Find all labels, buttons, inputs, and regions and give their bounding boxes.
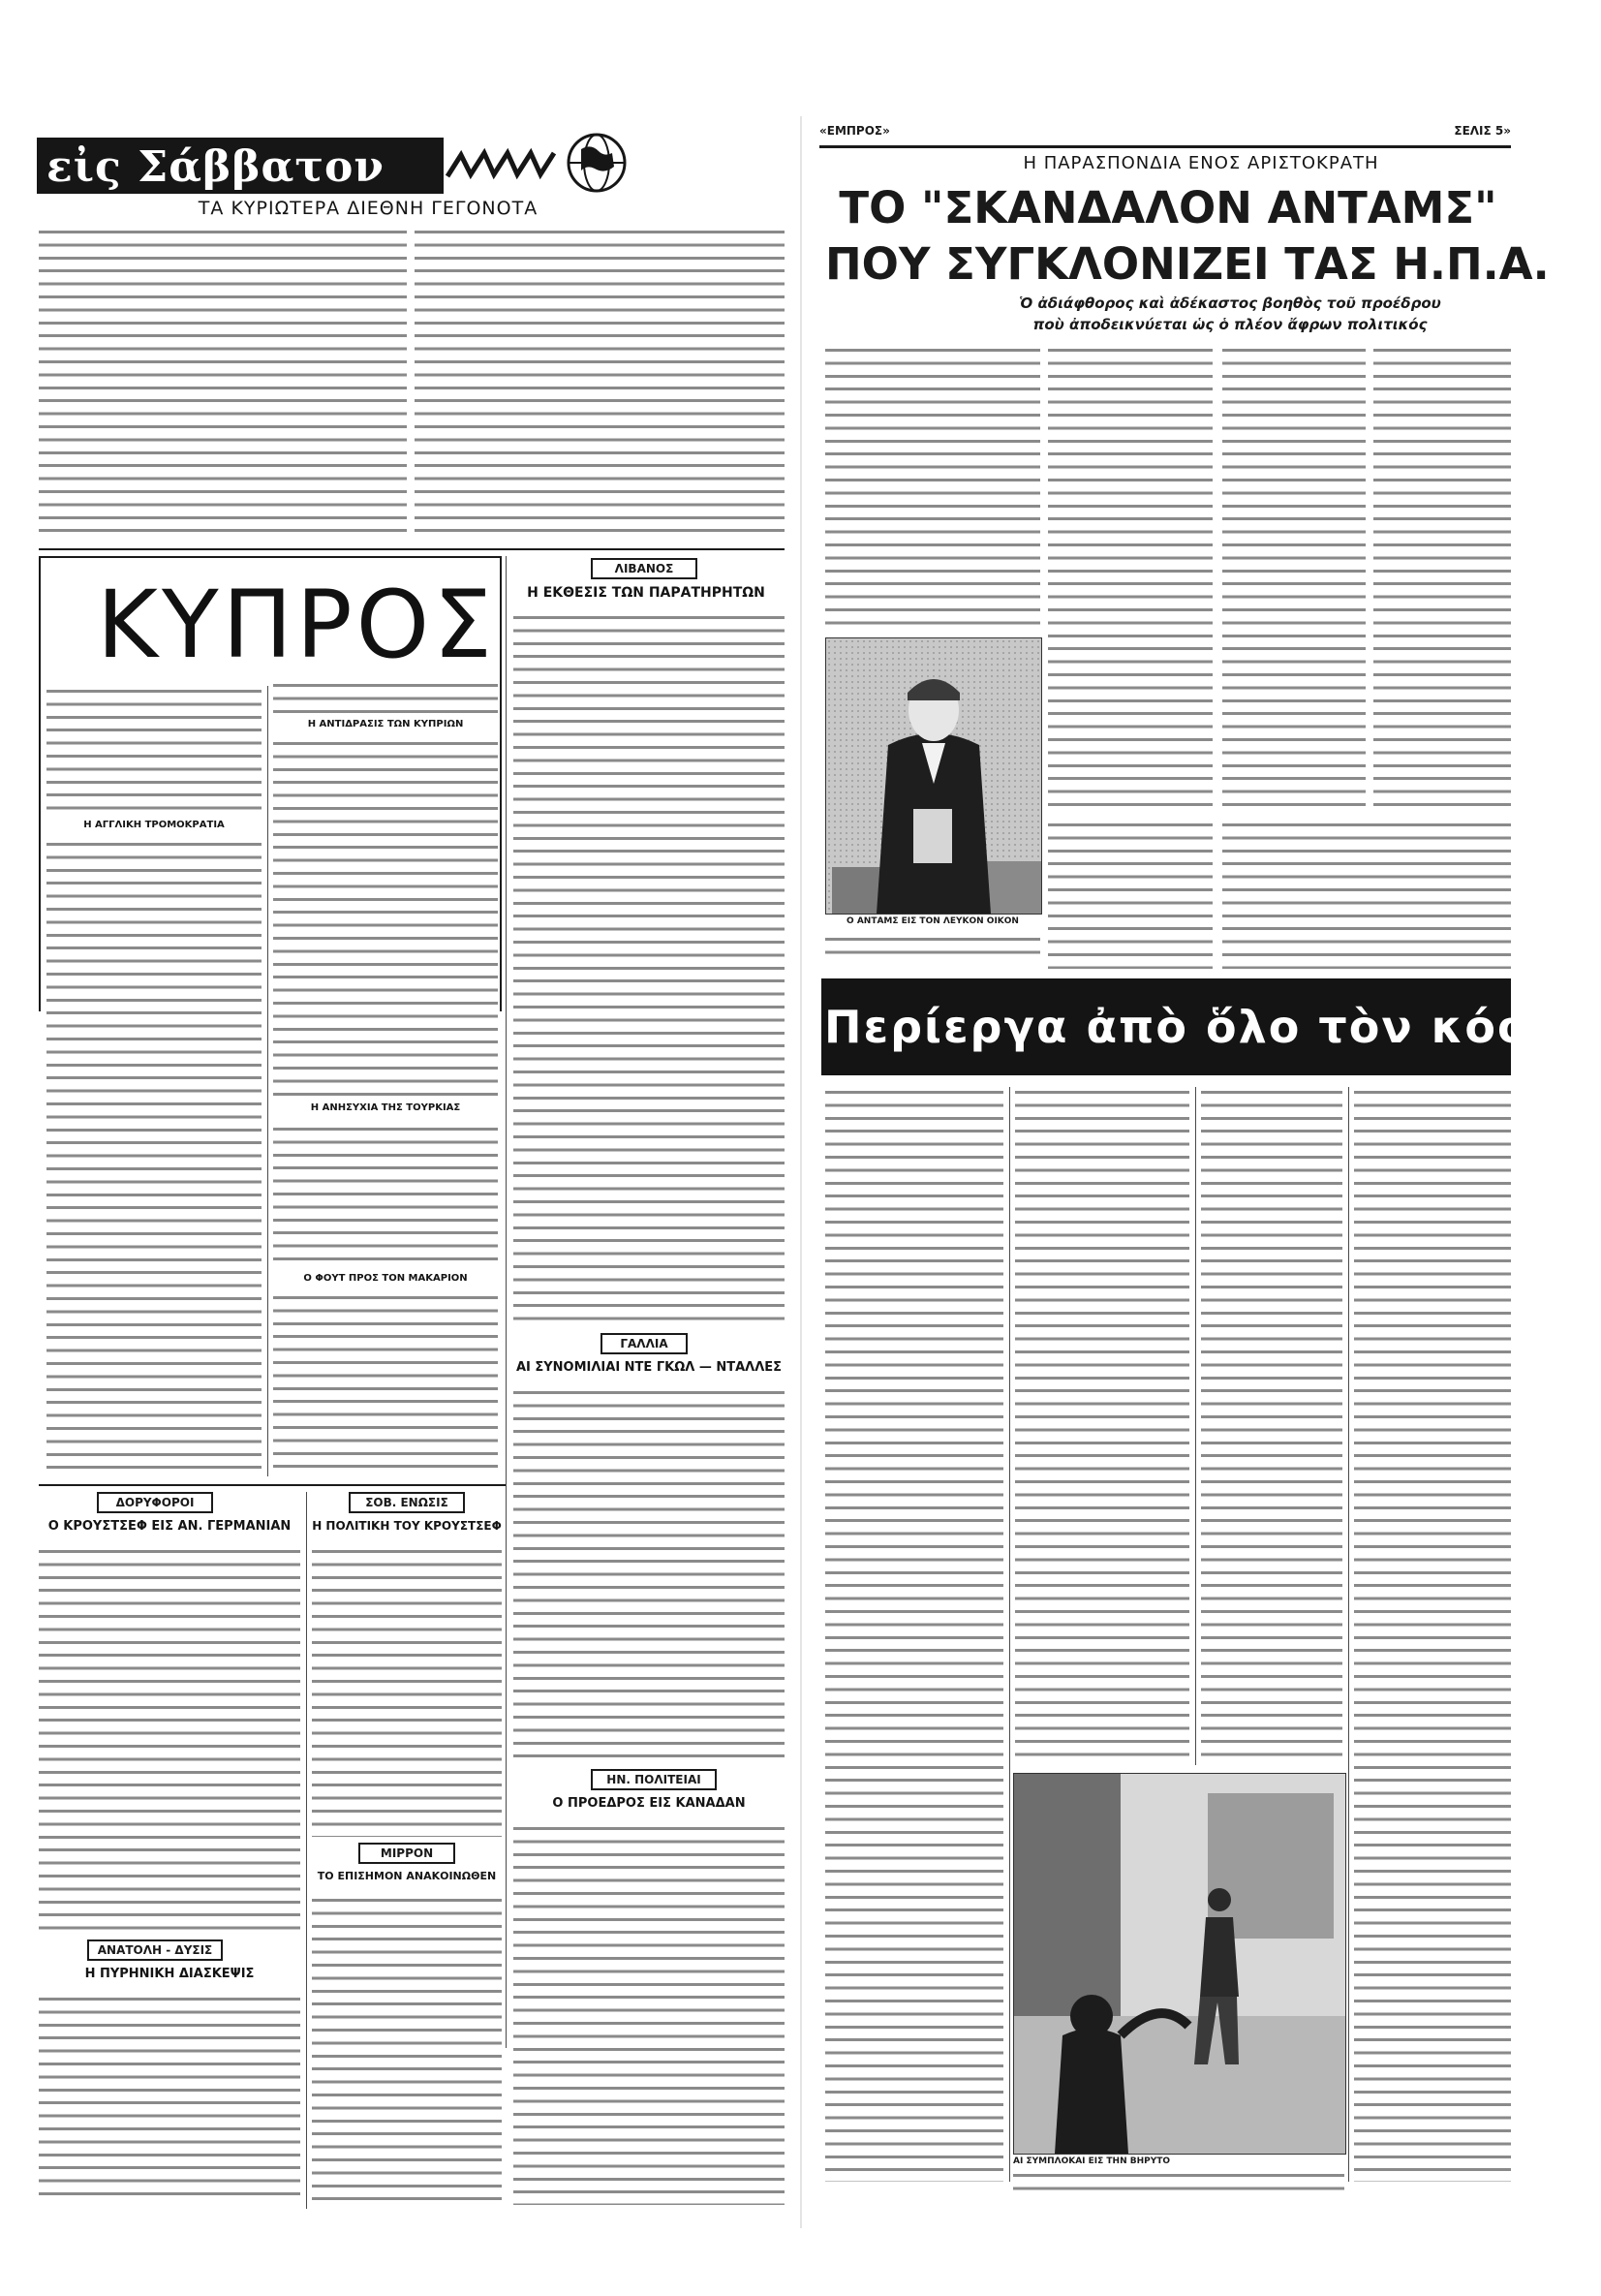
feature-kicker: Η ΠΑΡΑΣΠΟΝΔΙΑ ΕΝΟΣ ΑΡΙΣΤΟΚΡΑΤΗ [1023,153,1379,173]
feature-column-2 [1048,345,1213,814]
masthead-subtitle: ΤΑ ΚΥΡΙΩΤΕΡΑ ΔΙΕΘΝΗ ΓΕΓΟΝΟΤΑ [198,198,539,219]
oddities-column-2 [1015,1087,1189,1765]
east-germany-headline: Ο ΚΡΟΥΣΤΣΕΦ ΕΙΣ ΑΝ. ΓΕΡΜΑΝΙΑΝ [47,1519,292,1534]
page-gutter [800,116,802,2228]
kypros-col2-body-c [273,1292,498,1476]
kypros-subhead-terror: Η ΑΓΓΛΙΚΗ ΤΡΟΜΟΚΡΑΤΙΑ [83,820,225,830]
nuclear-conference-body [39,1994,300,2205]
kypros-subhead-foot: Ο ΦΟΥΤ ΠΡΟΣ ΤΟΝ ΜΑΚΑΡΙΟΝ [303,1273,468,1284]
kypros-col2-body-b [273,1124,498,1267]
oddities-banner-text: Περίεργα ἀπὸ ὅλο τὸν κόσμο [824,1001,1601,1053]
president-canada-headline: Ο ΠΡΟΕΔΡΟΣ ΕΙΣ ΚΑΝΑΔΑΝ [552,1796,746,1811]
adams-caption-text [825,934,1040,959]
feature-headline-line2: ΠΟΥ ΣΥΓΚΛΟΝΙΖΕΙ ΤΑΣ Η.Π.Α. [825,238,1550,290]
masthead-logo [37,138,444,194]
nuclear-conference-headline: Η ΠΥΡΗΝΙΚΗ ΔΙΑΣΚΕΨΙΣ [84,1967,255,1981]
section-label-usa: ΗΝ. ΠΟΛΙΤΕΙΑΙ [591,1769,717,1790]
feature-column-1 [825,345,1040,632]
section-label-east-west: ΑΝΑΤΟΛΗ - ΔΥΣΙΣ [87,1939,223,1961]
oddities-banner [821,978,1601,1075]
section-label-lebanon: ΛΙΒΑΝΟΣ [591,558,697,579]
oddities-column-1 [825,1087,1003,2182]
page-number: ΣΕΛΙΣ 5» [1454,124,1511,138]
kypros-subhead-reaction: Η ΑΝΤΙΔΡΑΣΙΣ ΤΩΝ ΚΥΠΡΙΩΝ [307,719,464,729]
section-label-satellites: ΔΟΡΥΦΟΡΟΙ [97,1492,213,1513]
diary-column-right [415,227,785,541]
oddities-divider-3 [1348,1087,1349,2182]
header-rule [819,145,1511,148]
section-label-montevideo: ΜΙΡΡΟΝ [358,1843,455,1864]
svg-text:εἰς Σάββατον: εἰς Σάββατον [46,142,385,192]
adams-photo-caption: Ο ΑΝΤΑΜΣ ΕΙΣ ΤΟΝ ΛΕΥΚΟΝ ΟΙΚΟΝ [847,916,1019,926]
kypros-col1-body [46,839,262,1476]
lower-column-divider [306,1492,307,2209]
masthead-squiggle [447,145,564,184]
kypros-column-divider [267,686,268,1476]
kypros-col2-body-a [273,738,498,1097]
publication-name: «ΕΜΠΡΟΣ» [819,124,890,138]
beirut-photo-caption: ΑΙ ΣΥΜΠΛΟΚΑΙ ΕΙΣ ΤΗΝ ΒΗΡΥΤΟ [1013,2156,1171,2166]
section-label-soviet: ΣΟΒ. ΕΝΩΣΙΣ [349,1492,465,1513]
feature-column-3 [1222,345,1366,814]
oddities-column-4 [1354,1087,1511,2182]
kypros-col1-intro [46,686,262,816]
beirut-photo [1013,1773,1346,2155]
section-label-france: ΓΑΛΛΙΑ [600,1333,688,1354]
feature-column-4 [1373,345,1511,814]
beirut-caption-text [1013,2170,1344,2195]
oddities-divider-2 [1195,1087,1196,1765]
montevideo-headline: ΤΟ ΕΠΙΣΗΜΟΝ ΑΝΑΚΟΙΝΩΘΕΝ [317,1870,497,1882]
montevideo-body [312,1895,502,2205]
adams-photo [825,637,1042,915]
diary-column-left [39,227,407,541]
diary-rule [39,548,785,550]
feature-column-3b [1222,820,1511,969]
oddities-column-3 [1201,1087,1342,1765]
kypros-headline: ΚΥΠΡΟΣ [97,571,496,679]
east-germany-body [39,1546,300,1932]
oddities-divider-1 [1009,1087,1010,2182]
globe-icon [566,132,628,194]
feature-column-2b [1048,820,1213,969]
lower-rule-left [39,1484,506,1486]
masthead-lettering-art [37,138,444,194]
feature-standfirst: Ὁ ἀδιάφθορος καὶ ἀδέκαστος βοηθὸς τοῦ προέδρου ποὺ ἀποδεικνύεται ὡς ὁ πλέον ἄφρων πολιτικός [1019,295,1441,333]
kypros-subhead-turkey: Η ΑΝΗΣΥΧΙΑ ΤΗΣ ΤΟΥΡΚΙΑΣ [310,1102,461,1113]
left-page-divider [506,556,507,2048]
france-headline: ΑΙ ΣΥΝΟΜΙΛΙΑΙ ΝΤΕ ΓΚΩΛ — ΝΤΑΛΛΕΣ [515,1360,783,1375]
france-body [513,1387,785,1759]
feature-headline-line1: ΤΟ "ΣΚΑΝΔΑΛΟΝ ΑΝΤΑΜΣ" [839,182,1497,233]
kypros-col2-top [273,680,498,715]
president-canada-body [513,1823,785,2205]
soviet-headline: Η ΠΟΛΙΤΙΚΗ ΤΟΥ ΚΡΟΥΣΤΣΕΦ [312,1519,502,1533]
soviet-body [312,1546,502,1837]
lebanon-headline: Η ΕΚΘΕΣΙΣ ΤΩΝ ΠΑΡΑΤΗΡΗΤΩΝ [527,585,765,601]
lebanon-body [513,612,785,1325]
